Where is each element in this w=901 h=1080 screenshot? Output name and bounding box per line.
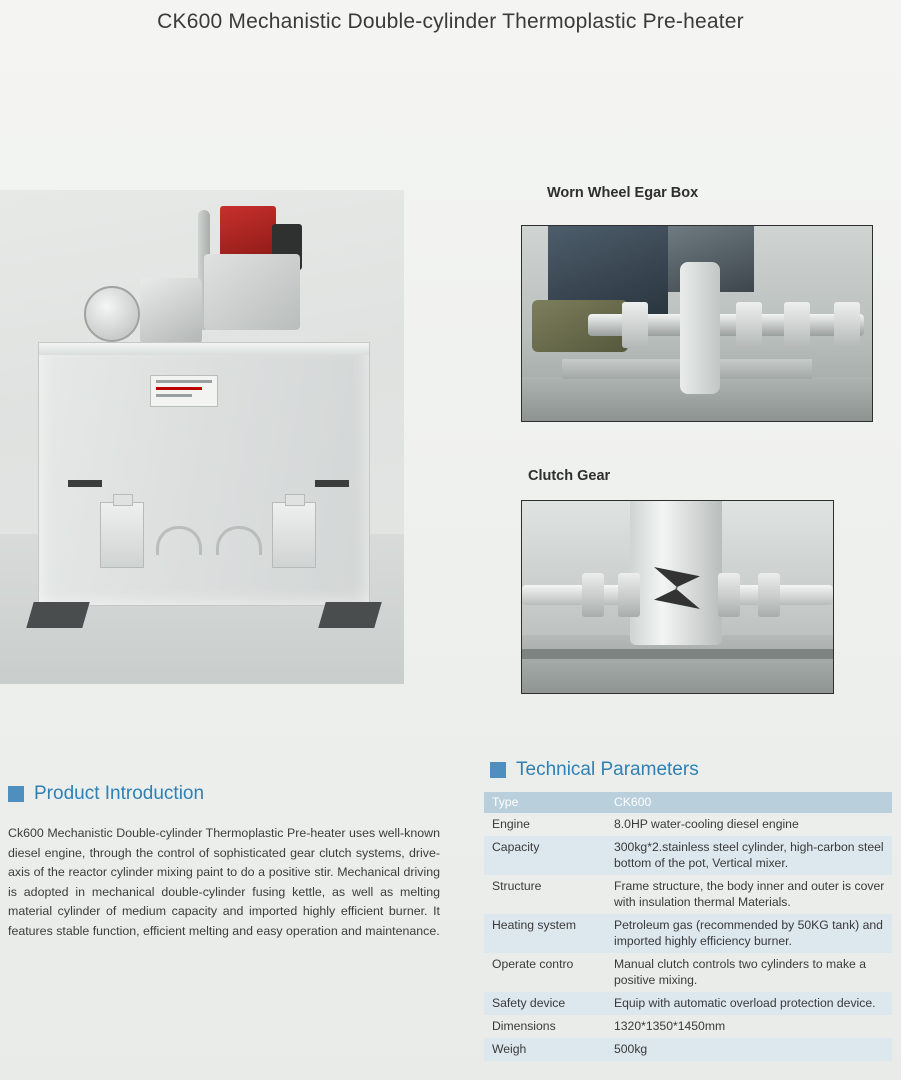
- shaft-collar-1: [622, 302, 648, 348]
- table-row: [484, 792, 892, 813]
- machine-valve-right: [272, 502, 316, 568]
- worn-wheel: [680, 262, 720, 394]
- parameter-key: Operate contro: [492, 957, 574, 971]
- technical-parameters-heading-label: Technical Parameters: [516, 759, 699, 780]
- table-row: [484, 953, 892, 992]
- clutch-collar-3: [718, 573, 740, 617]
- parameter-value: CK600: [606, 792, 892, 813]
- machine-nameplate: [150, 375, 218, 407]
- technical-parameters-table: [484, 792, 892, 1061]
- table-row: [484, 1038, 892, 1061]
- engine-red-block: [220, 206, 276, 258]
- parameter-key: Heating system: [484, 914, 606, 953]
- machine-slot-right: [315, 480, 349, 487]
- table-row: [484, 813, 892, 836]
- table-row: [484, 914, 892, 953]
- parameter-value: Petroleum gas (recommended by 50KG tank) and imported highly efficiency burner.: [606, 914, 892, 953]
- product-introduction-heading: [8, 783, 204, 805]
- engine-grey-block: [204, 254, 300, 330]
- clutch-collar-4: [758, 573, 780, 617]
- parameter-key: Engine: [492, 817, 530, 831]
- machine-foot-left: [26, 602, 89, 628]
- shaft-collar-4: [834, 302, 860, 348]
- parameter-value: Frame structure, the body inner and outer is cover with insulation thermal Materials.: [614, 879, 885, 909]
- worn-wheel-photo: [521, 225, 873, 422]
- machine-main-photo: [0, 190, 404, 684]
- product-introduction-body: Ck600 Mechanistic Double-cylinder Thermoplastic Pre-heater uses well-known diesel engine, through the control of sophisticated gear clutch systems, drive-axis of the reactor cylinder mixing paint to do a positive stir. Mechanical driving is adopted in mechanical double-cylinder fusing kettle, as well as melting material cylinder of medium capacity and imported highly efficient burner. It features stable function, efficient melting and easy operation and maintenance.: [8, 826, 440, 938]
- shaft-collar-3: [784, 302, 810, 348]
- table-row: [484, 875, 892, 914]
- clutch-collar-1: [582, 573, 604, 617]
- machine-valve-left: [100, 502, 144, 568]
- parameter-value: 1320*1350*1450mm: [614, 1019, 726, 1033]
- machine-slot-left: [68, 480, 102, 487]
- parameter-key: Safety device: [484, 992, 606, 1015]
- parameter-key: Dimensions: [492, 1019, 556, 1033]
- shaft-collar-2: [736, 302, 762, 348]
- parameter-key: Capacity: [484, 836, 606, 875]
- product-introduction-heading-label: Product Introduction: [34, 783, 205, 804]
- machine-foot-right: [318, 602, 381, 628]
- clutch-gear-photo: [521, 500, 834, 694]
- page-title: CK600 Mechanistic Double-cylinder Thermoplastic Pre-heater: [157, 10, 744, 33]
- parameter-value: 500kg: [606, 1038, 892, 1061]
- parameter-key: Structure: [492, 879, 542, 893]
- gearbox-block: [140, 278, 202, 344]
- parameter-value: 300kg*2.stainless steel cylinder, high-carbon steel bottom of the pot, Vertical mixer.: [606, 836, 892, 875]
- parameter-value: 8.0HP water-cooling diesel engine: [614, 817, 799, 831]
- parameter-value: Manual clutch controls two cylinders to make a positive mixing.: [614, 957, 866, 987]
- table-row: [484, 836, 892, 875]
- bullet-square-icon: [8, 786, 24, 802]
- table-row: [484, 992, 892, 1015]
- worn-wheel-caption: Worn Wheel Egar Box: [547, 185, 699, 201]
- technical-parameters-heading: [490, 759, 699, 781]
- engine-assembly: [188, 206, 306, 346]
- bullet-square-icon: [490, 762, 506, 778]
- clutch-collar-2: [618, 573, 640, 617]
- parameter-key: Type: [484, 792, 606, 813]
- table-row: [484, 1015, 892, 1038]
- gear-wheel: [84, 286, 140, 342]
- parameter-key: Weigh: [484, 1038, 606, 1061]
- parameter-value: Equip with automatic overload protection device.: [606, 992, 892, 1015]
- clutch-gear-caption: Clutch Gear: [528, 468, 611, 484]
